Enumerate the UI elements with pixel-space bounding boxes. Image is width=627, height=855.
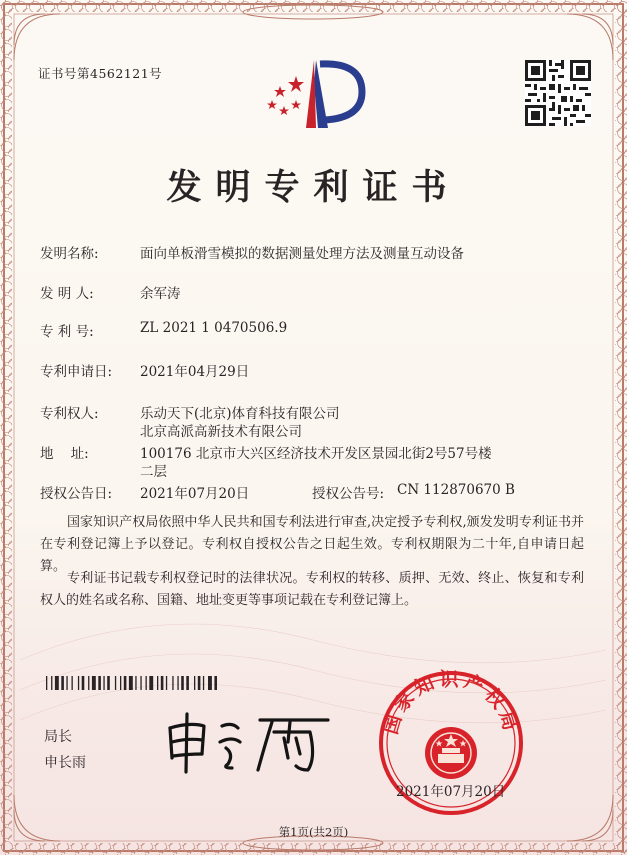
invention-name-value: 面向单板滑雪模拟的数据测量处理方法及测量互动设备 [140, 246, 464, 262]
grant-statement-paragraph: 国家知识产权局依照中华人民共和国专利法进行审查,决定授予专利权,颁发发明专利证书并在专利登记簿上予以登记。专利权自授权公告之日起生效。专利权期限为二十年,自申请日起算。 [40, 515, 584, 574]
inventor-label: 发 明 人: [40, 286, 94, 302]
svg-text:国家知识产权局: 国家知识产权局 [379, 668, 523, 737]
seal-date: 2021年07月20日 [396, 784, 506, 800]
patent-number-value: ZL 2021 1 0470506.9 [140, 320, 288, 336]
grant-date-label: 授权公告日: [40, 486, 113, 502]
grant-date-value: 2021年07月20日 [140, 486, 250, 502]
director-signature [160, 708, 335, 776]
grant-number-label: 授权公告号: [312, 486, 385, 502]
filing-date-value: 2021年04月29日 [140, 364, 250, 380]
director-title: 局长 [44, 729, 72, 745]
certificate-title: 发明专利证书 [166, 167, 461, 208]
address-label: 地 址: [40, 446, 89, 462]
legal-status-paragraph: 专利证书记载专利权登记时的法律状况。专利权的转移、质押、无效、终止、恢复和专利权人的姓名或名称、国籍、地址变更等事项记载在专利登记簿上。 [40, 571, 584, 608]
cnipa-logo-icon [258, 56, 370, 134]
grant-number-value: CN 112870670 B [397, 482, 515, 498]
filing-date-label: 专利申请日: [40, 364, 113, 380]
patentee-label: 专利权人: [40, 406, 99, 422]
patent-number-label: 专 利 号: [40, 324, 94, 340]
director-name: 申长雨 [44, 755, 86, 771]
address-value-line1: 100176 北京市大兴区经济技术开发区景园北街2号57号楼 [140, 446, 492, 462]
invention-name-label: 发明名称: [40, 246, 99, 262]
page-number: 第1页(共2页) [278, 825, 349, 839]
certificate-number: 证书号第4562121号 [38, 66, 163, 81]
patentee-value-2: 北京高派高新技术有限公司 [140, 424, 302, 440]
inventor-value: 余军涛 [140, 286, 181, 302]
patentee-value-1: 乐动天下(北京)体育科技有限公司 [140, 406, 340, 422]
barcode-icon [46, 676, 296, 690]
qr-code-icon [525, 60, 591, 126]
address-value-line2: 二层 [140, 464, 167, 480]
